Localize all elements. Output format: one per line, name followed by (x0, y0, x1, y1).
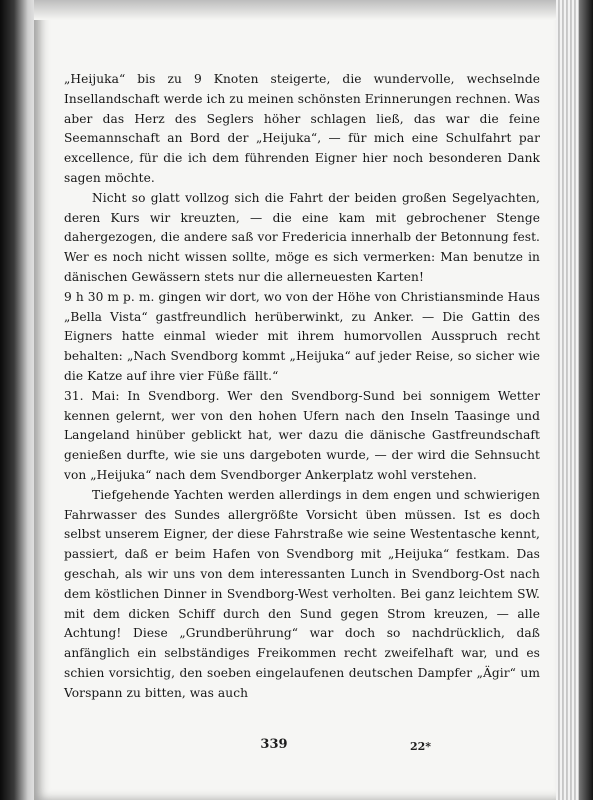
paragraph: 9 h 30 m p. m. gingen wir dort, wo von der Höhe von Christiansminde Haus „Bella Vista“ gastfreundlich herüberwinkt, zu Anker. — Die Gattin des Eigners hatte einmal wieder mit ihrem humorvollen Ausspruch recht behalten: „Nach Svendborg kommt „Heijuka“ auf jeder Reise, so sicher wie die Katze auf ihre vier Füße fällt.“ (64, 289, 540, 383)
page-stack-edge (556, 0, 593, 800)
paragraph: Tiefgehende Yachten werden allerdings in dem engen und schwierigen Fahrwasser des Sundes allergrößte Vorsicht üben müssen. Ist es doch selbst unserem Eigner, der diese Fahrstraße wie seine Westentasche kennt, passiert, daß er beim Hafen von Svendborg mit „Heijuka“ festkam. Das geschah, als wir uns von dem interessanten Lunch in Svendborg-Ost nach dem köstlichen Dinner in Svendborg-West verholten. Bei ganz leichtem SW. mit dem dicken Schiff durch den Sund gegen Strom kreuzen, — alle Achtung! Diese „Grundberührung“ war doch so nachdrücklich, daß anfänglich ein selbständiges Freikommen recht zweifelhaft war, und es schien vorsichtig, den soeben eingelaufenen deutschen Dampfer „Ägir“ um Vorspann zu bitten, was auch (64, 487, 540, 700)
paragraph: Nicht so glatt vollzog sich die Fahrt der beiden großen Segelyachten, deren Kurs wir kreuzten, — die eine kam mit gebrochener Stenge dahergezogen, die andere saß vor Fredericia innerhalb der Betonnung fest. Wer es noch nicht wissen sollte, möge es sich vermerken: Man benutze in dänischen Gewässern stets nur die allerneuesten Karten! (64, 190, 540, 284)
signature-mark: 22* (410, 740, 432, 753)
page-number: 339 (260, 737, 288, 752)
paragraph: „Heijuka“ bis zu 9 Knoten steigerte, die wundervolle, wechselnde Insellandschaft werde ich zu meinen schönsten Erinnerungen rechnen. Was aber das Herz des Seglers höher schlagen ließ, das war die feine Seemannschaft an Bord der „Heijuka“, — für mich eine Schulfahrt par excellence, für die ich dem führenden Eigner hier noch besonderen Dank sagen möchte. (64, 72, 540, 185)
paragraph: 31. Mai: In Svendborg. Wer den Svendborg-Sund bei sonnigem Wetter kennen gelernt, wer von den hohen Ufern nach den Inseln Taasinge und Langeland hinüber geblickt hat, wer dazu die dänische Gastfreundschaft genießen durfte, wie sie uns dargeboten wurde, — der wird die Sehnsucht von „Heijuka“ nach dem Svendborger Ankerplatz wohl verstehen. (64, 388, 540, 482)
page-body-text (64, 70, 540, 704)
page-top-shading (34, 0, 558, 20)
